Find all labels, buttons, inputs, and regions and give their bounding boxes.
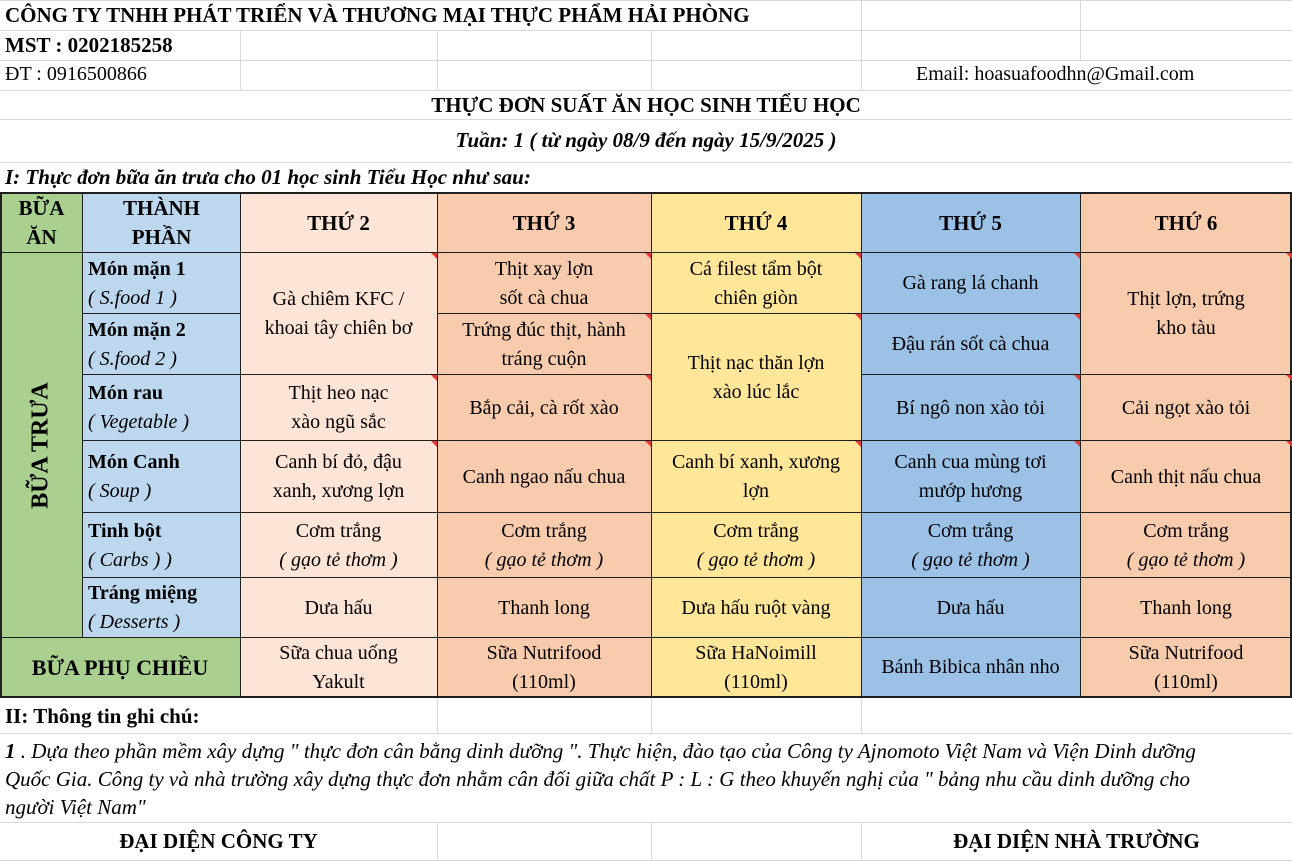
fri-soup: Canh thịt nấu chua [1110, 465, 1262, 488]
comment-indicator[interactable] [1286, 441, 1292, 447]
header-thursday: THỨ 5 [939, 210, 1002, 235]
section-notes-title: II: Thông tin ghi chú: [5, 704, 200, 728]
header-meal: BỮA ĂN [18, 196, 65, 249]
wed-savory-1: Cá filest tẩm bột chiên giòn [689, 257, 823, 309]
note-line-3: người Việt Nam" [5, 795, 146, 819]
note-line-1: 1 . Dựa theo phần mềm xây dựng " thực đơn cân bằng dinh dưỡng ". Thực hiện, đào tạo của Công ty Ajnomoto Việt Nam và Viện Dinh dưỡng [5, 739, 1196, 763]
lunch-label: BỮA TRƯA [28, 382, 54, 509]
header-friday: THỨ 6 [1154, 210, 1218, 235]
comment-indicator[interactable] [645, 441, 651, 447]
mon-vegetable: Thịt heo nạc xào ngũ sắc [288, 382, 389, 433]
header-component: THÀNH PHẦN [122, 196, 200, 249]
mon-soup: Canh bí đỏ, đậu xanh, xương lợn [272, 451, 405, 502]
snack-label: BỮA PHỤ CHIỀU [31, 655, 209, 680]
component-savory-2: Món mặn 2 ( S.food 2 ) [88, 318, 186, 370]
tue-savory-2: Trứng đúc thịt, hành tráng cuộn [462, 318, 626, 370]
mon-carbs: Cơm trắng ( gạo tẻ thơm ) [279, 519, 398, 571]
header-monday: THỨ 2 [307, 210, 370, 235]
comment-indicator[interactable] [1286, 253, 1292, 259]
tue-savory-1: Thịt xay lợn sốt cà chua [494, 257, 594, 309]
week-range: Tuần: 1 ( từ ngày 08/9 đến ngày 15/9/2025 ) [455, 128, 837, 152]
tue-dessert: Thanh long [498, 596, 590, 619]
section-lunch-title: I: Thực đơn bữa ăn trưa cho 01 học sinh Tiểu Học như sau: [5, 165, 531, 189]
note-paragraph [5, 737, 1289, 821]
comment-indicator[interactable] [645, 314, 651, 320]
comment-indicator[interactable] [1074, 441, 1080, 447]
comment-indicator[interactable] [1074, 375, 1080, 381]
note-number: 1 [5, 739, 16, 763]
component-vegetable: Món rau ( Vegetable ) [88, 382, 190, 433]
tue-carbs: Cơm trắng ( gạo tẻ thơm ) [484, 519, 604, 571]
thu-vegetable: Bí ngô non xào tỏi [896, 396, 1045, 419]
thu-dessert: Dưa hấu [936, 596, 1005, 619]
mon-savory: Gà chiêm KFC / khoai tây chiên bơ [264, 288, 413, 339]
thu-carbs: Cơm trắng ( gạo tẻ thơm ) [911, 519, 1030, 571]
component-soup: Món Canh ( Soup ) [88, 451, 180, 502]
note-line-2: Quốc Gia. Công ty và nhà trường xây dựng thực đơn nhằm cân đối giữa chất P : L : G theo khuyến nghị của " bảng nhu cầu dinh dưỡng cho [5, 767, 1190, 791]
wed-dessert: Dưa hấu ruột vàng [681, 596, 831, 619]
component-carbs: Tinh bột ( Carbs ) ) [88, 519, 172, 571]
thu-soup: Canh cua mùng tơi mướp hương [894, 451, 1047, 502]
comment-indicator[interactable] [1286, 375, 1292, 381]
wed-soup: Canh bí xanh, xương lợn [671, 451, 841, 502]
tax-code: MST : 0202185258 [5, 33, 173, 57]
snack-friday: Sữa Nutrifood (110ml) [1128, 641, 1244, 693]
header-wednesday: THỨ 4 [724, 210, 788, 235]
thu-savory-2: Đậu rán sốt cà chua [891, 333, 1050, 355]
comment-indicator[interactable] [855, 314, 861, 320]
signature-school: ĐẠI DIỆN NHÀ TRƯỜNG [953, 829, 1200, 853]
comment-indicator[interactable] [855, 253, 861, 259]
comment-indicator[interactable] [1074, 314, 1080, 320]
tue-soup: Canh ngao nấu chua [462, 465, 626, 488]
component-dessert: Tráng miệng ( Desserts ) [88, 582, 198, 633]
thu-savory-1: Gà rang lá chanh [902, 272, 1039, 294]
signature-company: ĐẠI DIỆN CÔNG TY [119, 829, 318, 853]
mon-dessert: Dưa hấu [304, 596, 373, 619]
email-address: Email: hoasuafoodhn@Gmail.com [916, 63, 1195, 85]
comment-indicator[interactable] [1074, 253, 1080, 259]
fri-dessert: Thanh long [1140, 596, 1232, 619]
fri-vegetable: Cải ngọt xào tỏi [1121, 396, 1251, 419]
menu-title: THỰC ĐƠN SUẤT ĂN HỌC SINH TIỂU HỌC [431, 92, 861, 117]
wed-savory-2-vegetable: Thịt nạc thăn lợn xào lúc lắc [687, 351, 825, 403]
snack-thursday: Bánh Bibica nhân nho [881, 656, 1060, 678]
fri-carbs: Cơm trắng ( gạo tẻ thơm ) [1126, 519, 1246, 571]
comment-indicator[interactable] [431, 253, 437, 259]
comment-indicator[interactable] [431, 375, 437, 381]
comment-indicator[interactable] [645, 375, 651, 381]
snack-wednesday: Sữa HaNoimill (110ml) [695, 641, 817, 693]
tue-vegetable: Bắp cải, cà rốt xào [469, 396, 619, 419]
fri-savory: Thịt lợn, trứng kho tàu [1127, 288, 1245, 339]
company-name: CÔNG TY TNHH PHÁT TRIỂN VÀ THƯƠNG MẠI THỰC PHẨM HẢI PHÒNG [5, 3, 750, 27]
component-savory-1: Món mặn 1 ( S.food 1 ) [88, 257, 186, 309]
comment-indicator[interactable] [431, 441, 437, 447]
comment-indicator[interactable] [855, 441, 861, 447]
snack-tuesday: Sữa Nutrifood (110ml) [486, 641, 602, 693]
comment-indicator[interactable] [645, 253, 651, 259]
wed-carbs: Cơm trắng ( gạo tẻ thơm ) [696, 519, 816, 571]
phone-number: ĐT : 0916500866 [5, 63, 147, 85]
snack-monday: Sữa chua uống Yakult [279, 641, 398, 693]
header-tuesday: THỨ 3 [512, 210, 576, 235]
lunch-label-cell [0, 253, 83, 638]
